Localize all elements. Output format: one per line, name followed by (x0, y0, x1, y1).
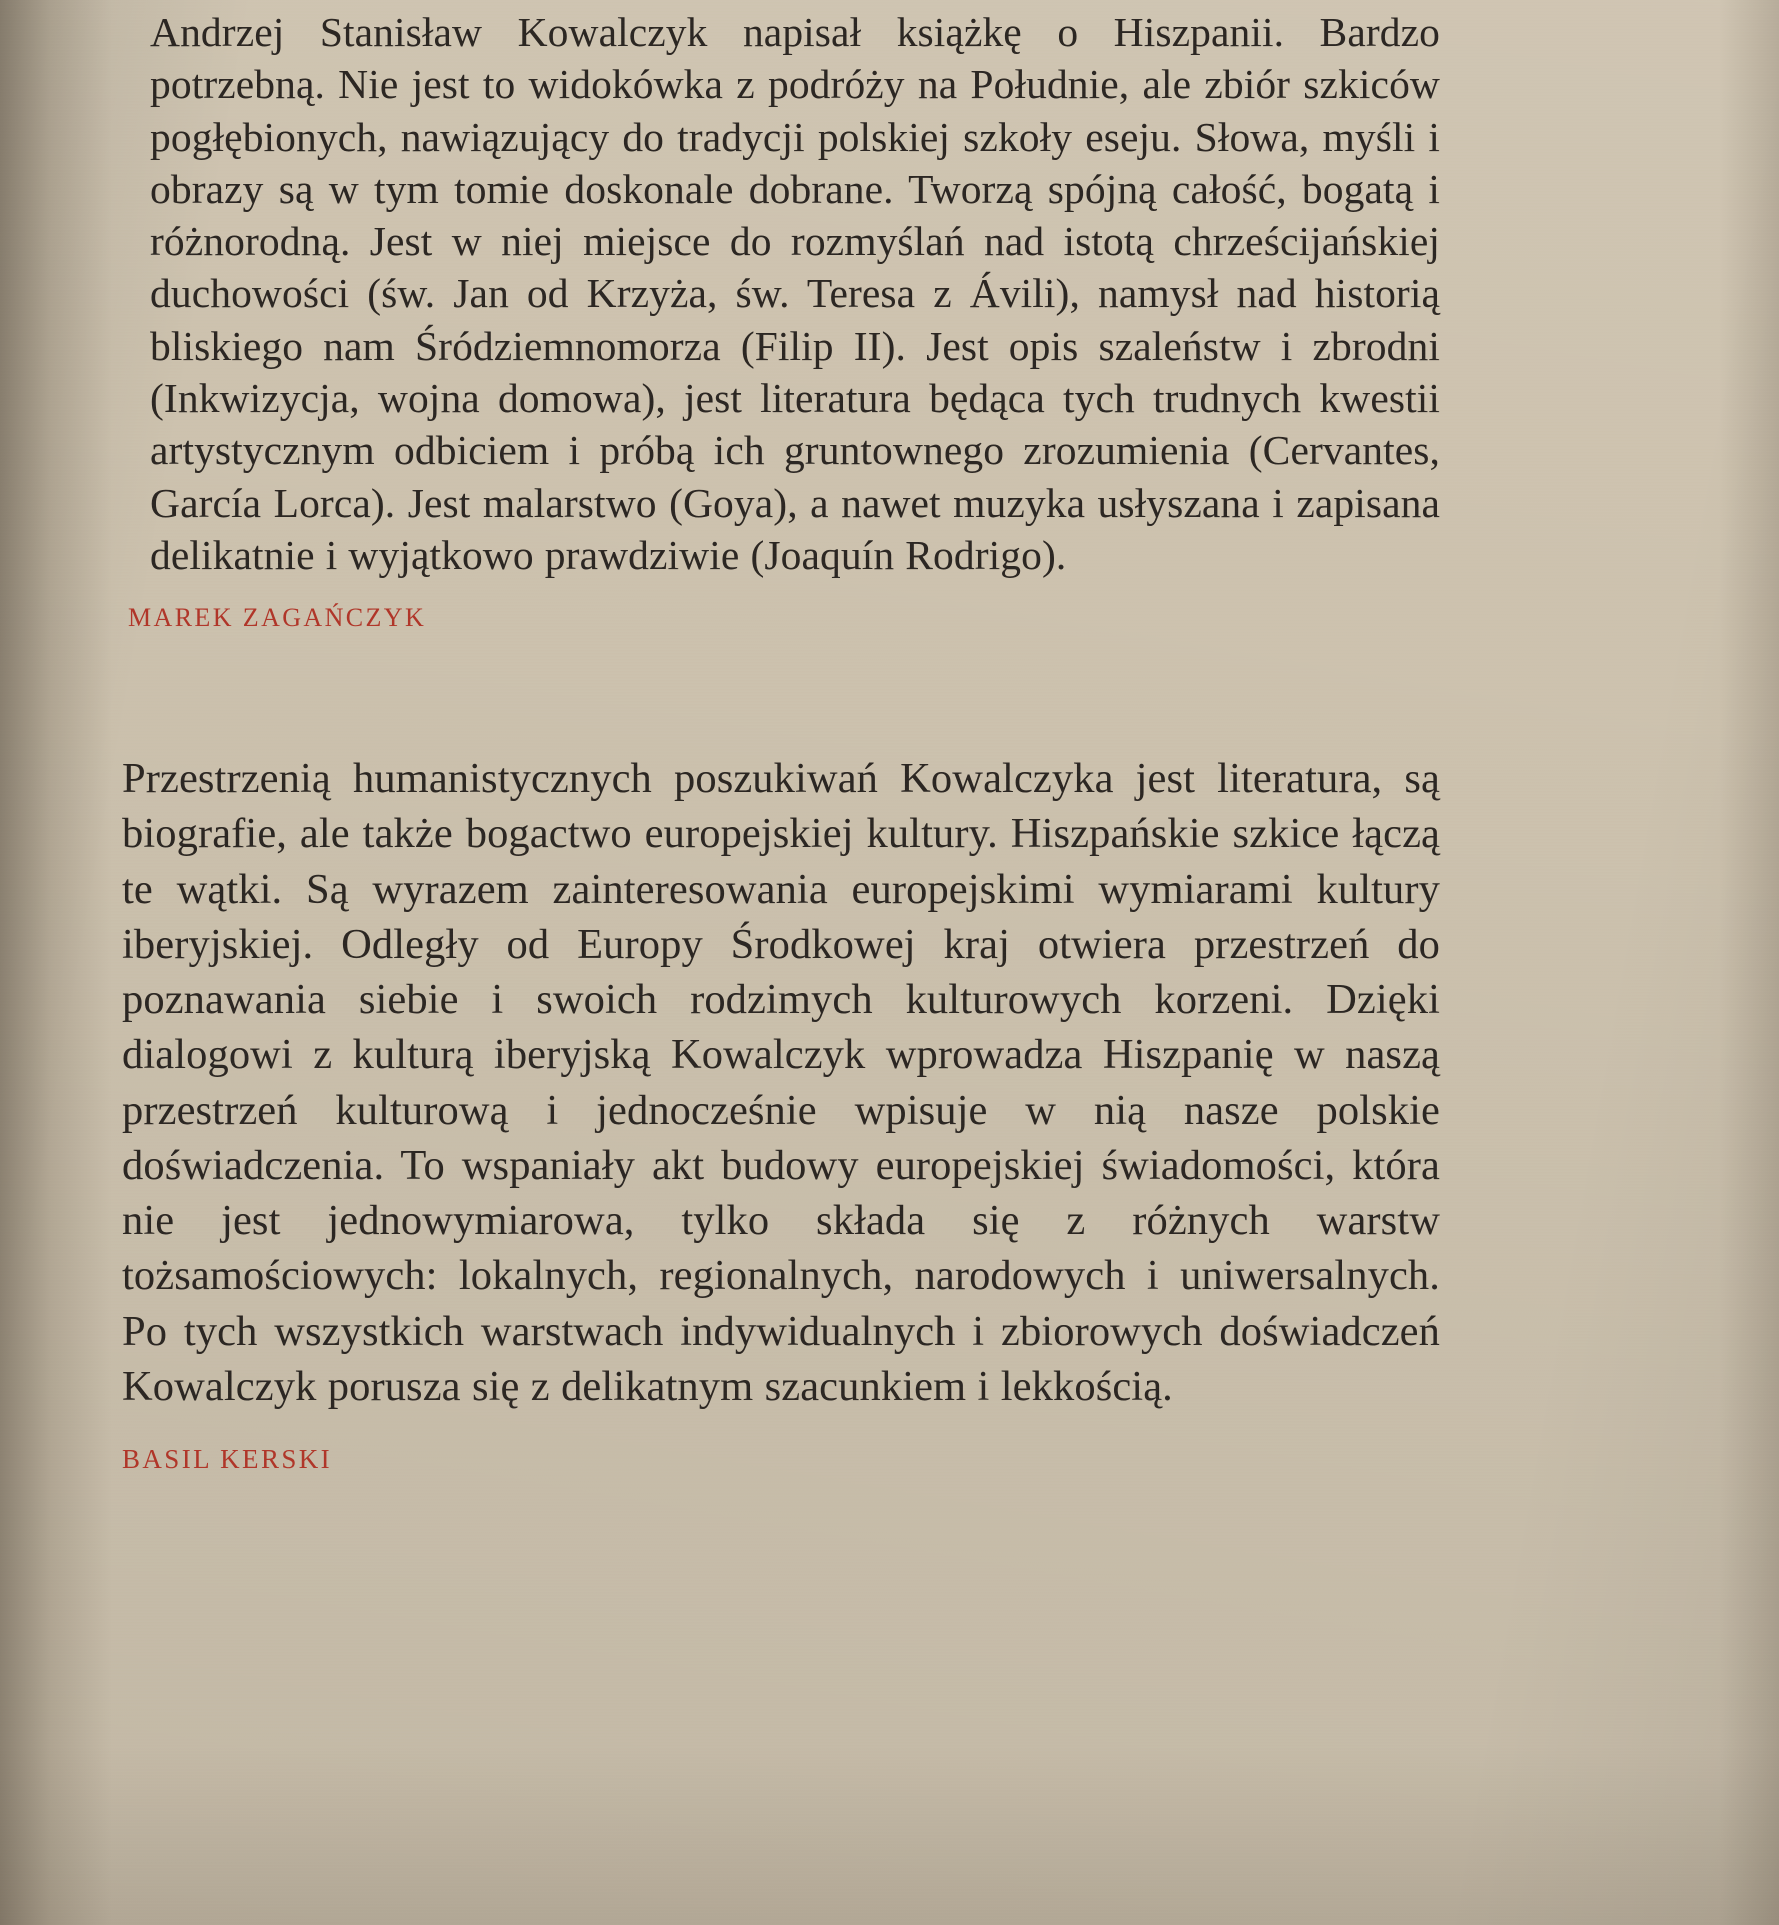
blurb-block-second (122, 751, 1440, 1475)
blurb-signature-first: MAREK ZAGAŃCZYK (128, 603, 427, 633)
page-gutter-shadow (0, 0, 112, 1925)
text-column (122, 0, 1440, 1475)
page-right-edge-shadow (1719, 0, 1779, 1925)
blurb-block-first (128, 6, 1440, 633)
blurb-signature-second: BASIL KERSKI (122, 1444, 333, 1475)
blurb-paragraph-first: Andrzej Stanisław Kowalczyk napisał książkę o Hiszpanii. Bardzo potrzebną. Nie jest to widokówka z podróży na Południe, ale zbiór szkiców pogłębionych, nawiązujący do tradycji polskiej szkoły eseju. Słowa, myśli i obrazy są w tym tomie doskonale dobrane. Tworzą spójną całość, bogatą i różnorodną. Jest w niej miejsce do rozmyślań nad istotą chrześcijańskiej duchowości (św. Jan od Krzyża, św. Teresa z Ávili), namysł nad historią bliskiego nam Śródziemnomorza (Filip II). Jest opis szaleństw i zbrodni (Inkwizycja, wojna domowa), jest literatura będąca tych trudnych kwestii artystycznym odbiciem i próbą ich gruntownego zrozumienia (Cervantes, García Lorca). Jest malarstwo (Goya), a nawet muzyka usłyszana i zapisana delikatnie i wyjątkowo prawdziwie (Joaquín Rodrigo). (150, 9, 1440, 578)
blurb-paragraph-second: Przestrzenią humanistycznych poszukiwań Kowalczyka jest literatura, są biografie, ale także bogactwo europejskiej kultury. Hiszpańskie szkice łączą te wątki. Są wyrazem zainteresowania europejskimi wymiarami kultury iberyjskiej. Odległy od Europy Środkowej kraj otwiera przestrzeń do poznawania siebie i swoich rodzimych kulturowych korzeni. Dzięki dialogowi z kulturą iberyjską Kowalczyk wprowadza Hiszpanię w naszą przestrzeń kulturową i jednocześnie wpisuje w nią nasze polskie doświadczenia. To wspaniały akt budowy europejskiej świadomości, która nie jest jednowymiarowa, tylko składa się z różnych warstw tożsamościowych: lokalnych, regionalnych, narodowych i uniwersalnych. Po tych wszystkich warstwach indywidualnych i zbiorowych doświadczeń Kowalczyk porusza się z delikatnym szacunkiem i lekkością. (122, 755, 1440, 1410)
page-bottom-shadow (0, 1745, 1779, 1925)
